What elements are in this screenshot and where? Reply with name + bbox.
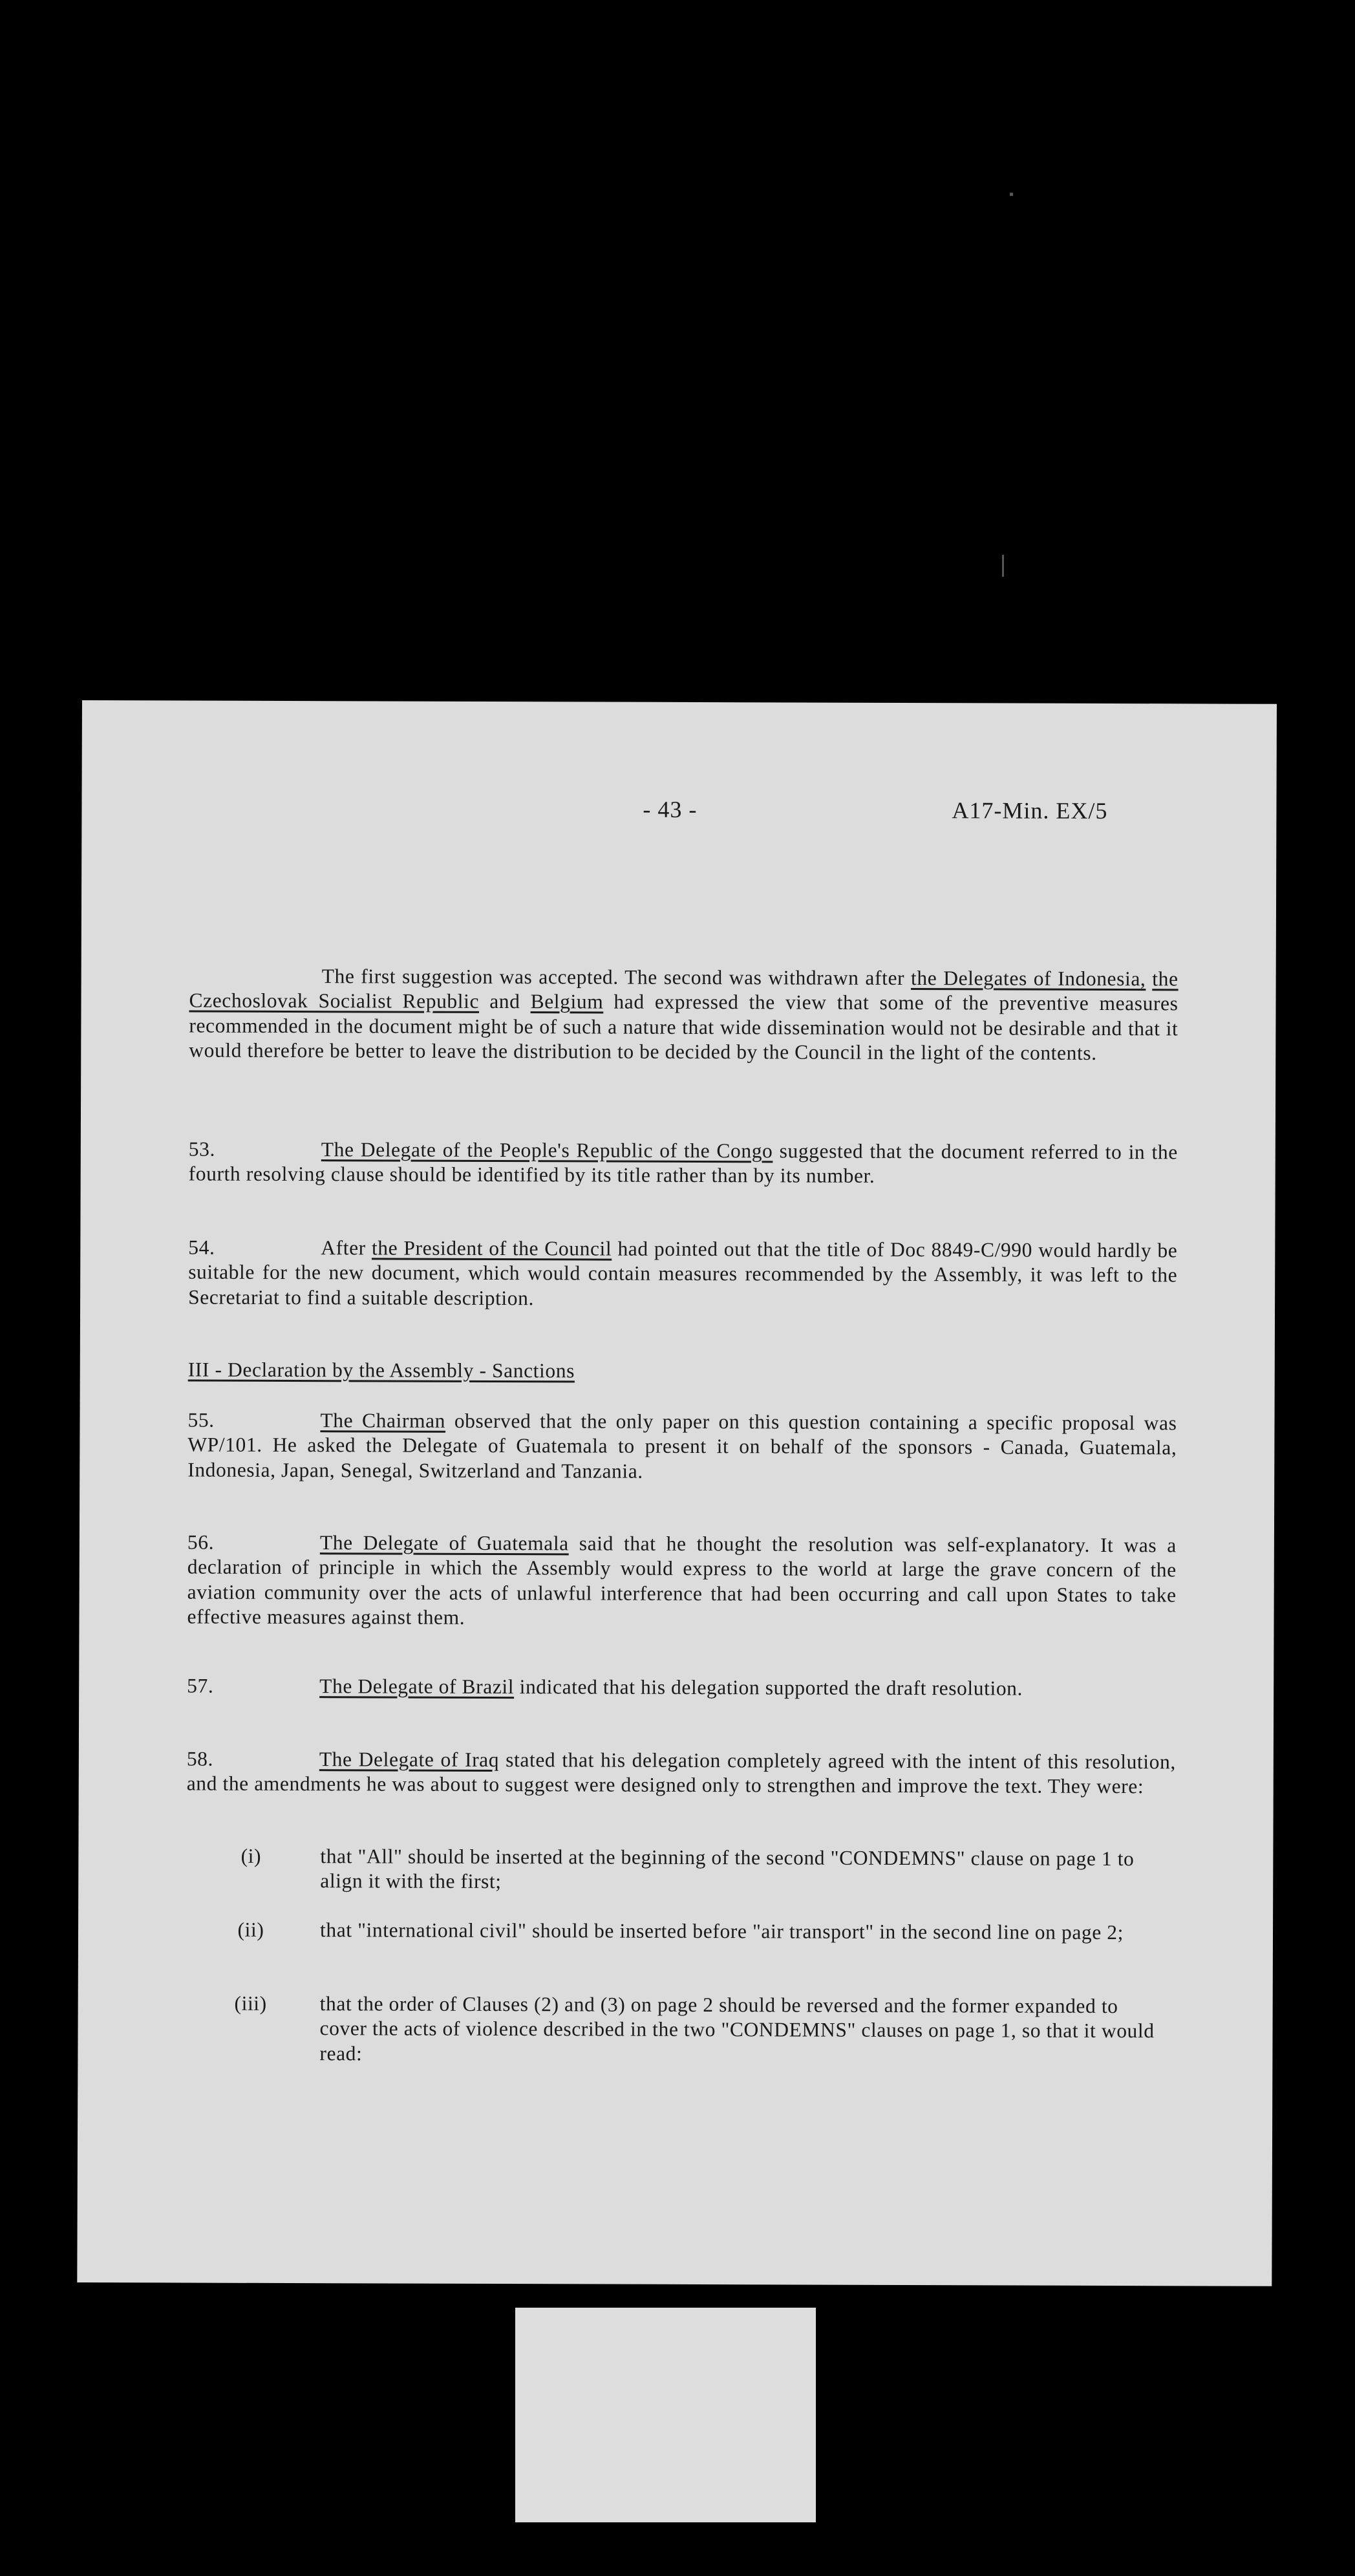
paragraph-first-suggestion <box>189 964 1178 1066</box>
text: stated that his delegation completely agreed with the intent of this resolution, and the amendments he was about to suggest were designed only to strengthen and improve the text. They were: <box>186 1748 1176 1798</box>
paragraph-number: 58. <box>186 1747 214 1770</box>
amendment-item <box>186 1991 1175 2065</box>
text <box>1146 967 1152 990</box>
underlined-text: the President of the Council <box>371 1236 612 1260</box>
item-text: that "All" should be inserted at the beginning of the second "CONDEMNS" clause on page 1 to align it with the first; <box>320 1845 1135 1893</box>
underlined-text: The Chairman <box>320 1409 446 1432</box>
document-page <box>77 700 1277 2286</box>
underlined-text: The Delegate of Iraq <box>319 1748 500 1772</box>
underlined-text: the Czechoslovak Socialist Republic <box>189 967 1179 1013</box>
text: The first suggestion was accepted. The second was withdrawn after <box>321 965 912 990</box>
paragraph-number: 55. <box>187 1408 215 1432</box>
paragraph-55 <box>187 1408 1177 1486</box>
underlined-text: the Delegates of Indonesia, <box>911 967 1146 991</box>
scan-artifact <box>1002 555 1004 577</box>
item-label: (iii) <box>234 1991 267 2015</box>
text: had expressed the view that some of the preventive measures recommended in the document might be of such a nature that wide dissemination would not be desirable and that it would therefore be better to leave the distribution to be decided by the Council in the light of the contents. <box>189 990 1179 1064</box>
text: observed that the only paper on this question containing a specific proposal was WP/101. He asked the Delegate of Guatemala to present it on behalf of the sponsors - Canada, Guatemala, Indonesia, Japan, Senegal, Switzerland and Tanzania. <box>187 1409 1177 1483</box>
text: said that he thought the resolution was self-explanatory. It was a declaration of principle in which the Assembly would express to the world at large the grave concern of the aviation community over the acts of unlawful interference that had been occurring and call upon States to take effective measures against them. <box>187 1532 1177 1629</box>
text: After <box>321 1236 372 1260</box>
item-text: that "international civil" should be inserted before "air transport" in the second line on page 2; <box>319 1918 1124 1944</box>
paragraph-number: 54. <box>188 1236 215 1259</box>
underlined-text: The Delegate of the People's Republic of the Congo <box>321 1138 773 1163</box>
item-text: that the order of Clauses (2) and (3) on page 2 should be reversed and the former expanded to cover the acts of violence described in the two "CONDEMNS" clauses on page 1, so that it would read: <box>319 1992 1155 2065</box>
paragraph-57 <box>187 1674 1176 1702</box>
text: and <box>479 990 531 1013</box>
section-heading <box>188 1358 1177 1386</box>
paragraph-58 <box>187 1747 1176 1799</box>
item-label: (ii) <box>237 1918 264 1941</box>
document-reference: A17-Min. EX/5 <box>952 797 1108 824</box>
paragraph-number: 57. <box>187 1674 214 1697</box>
underlined-text: Belgium <box>530 990 604 1013</box>
underlined-text: The Delegate of Guatemala <box>319 1531 569 1555</box>
amendment-item <box>186 1918 1175 1944</box>
text: suggested that the document referred to in the fourth resolving clause should be identified by its title rather than by its number. <box>188 1139 1178 1188</box>
paragraph-54 <box>188 1236 1177 1313</box>
blank-card <box>515 2308 816 2522</box>
text: indicated that his delegation supported the draft resolution. <box>514 1675 1023 1700</box>
item-label: (i) <box>240 1844 262 1867</box>
paragraph-56 <box>187 1530 1176 1633</box>
scan-artifact <box>1010 193 1013 196</box>
paragraph-53 <box>189 1137 1178 1190</box>
heading-text: III - Declaration by the Assembly - Sanctions <box>187 1358 575 1382</box>
text: had pointed out that the title of Doc 8849-C/990 would hardly be suitable for the new document, which would contain measures recommended by the Assembly, it was left to the Secretariat to find a suitable description. <box>188 1237 1178 1309</box>
amendment-item <box>186 1844 1175 1893</box>
page-number: - 43 - <box>643 796 698 822</box>
paragraph-number: 56. <box>187 1530 215 1554</box>
underlined-text: The Delegate of Brazil <box>319 1675 515 1699</box>
paragraph-number: 53. <box>188 1137 216 1161</box>
